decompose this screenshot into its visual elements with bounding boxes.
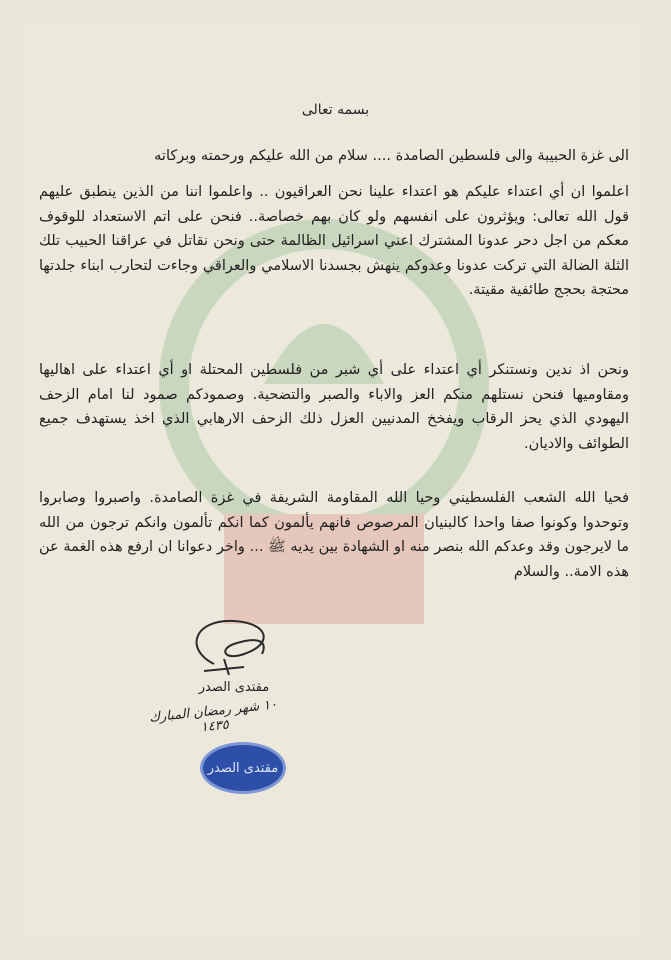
stamp-text: مقتدى الصدر bbox=[207, 760, 279, 776]
letter-salutation: الى غزة الحبيبة والى فلسطين الصامدة .... سلام من الله عليكم ورحمته وبركاته bbox=[154, 148, 629, 164]
handwritten-signature bbox=[174, 609, 294, 679]
letter-heading: بسمه تعالى bbox=[301, 102, 370, 118]
paragraph-2: ونحن اذ ندين ونستنكر أي اعتداء على أي شبر من فلسطين المحتلة او أي اعتداء على اهاليها ومقاوميها فنحن نستلهم منكم العز والاباء والصبر والتضحية. وصمودكم صمود لنا امام الزحف اليهودي الذي يحز الرقاب ويفخخ المدنيين العزل ذلك الزحف الارهابي الذي اخذ يستهدف جميع الطوائف والاديان. bbox=[39, 362, 629, 452]
letter-page bbox=[24, 24, 647, 936]
paragraph-1: اعلموا ان أي اعتداء عليكم هو اعتداء علينا نحن العراقيون .. واعلموا اننا من الذين ينطبق عليهم قول الله تعالى: ويؤثرون على انفسهم ولو كان بهم خصاصة.. فنحن على اتم الاستعداد للوقوف معكم من اجل دحر عدونا المشترك اعني اسرائيل الظالمة حتى ونحن نقاتل في عراقنا الحبيب تلك الثلة الضالة التي تركت عدونا وعدوكم ينهش بجسدنا الاسلامي والعراقي وجاءت لتحارب ابناء جلدتها محتجة بحجج طائفية مقيتة. bbox=[39, 184, 629, 298]
signatory-name: مقتدى الصدر bbox=[198, 680, 270, 695]
letter-date: ١٠ شهر رمضان المبارك ١٤٣٥ bbox=[148, 697, 278, 736]
official-stamp bbox=[200, 742, 286, 794]
paragraph-3: فحيا الله الشعب الفلسطيني وحيا الله المقاومة الشريفة في غزة الصامدة. واصبروا وصابروا وتوحدوا وكونوا صفا واحدا كالبنيان المرصوص فانهم يألمون كما انكم تألمون وانكم ترجون من الله ما لايرجون وقد وعدكم الله بنصر منه او الشهادة بين يديه ﷺ ... واخر دعوانا ان ارفع هذه الغمة عن هذه الامة.. والسلام bbox=[39, 490, 629, 580]
